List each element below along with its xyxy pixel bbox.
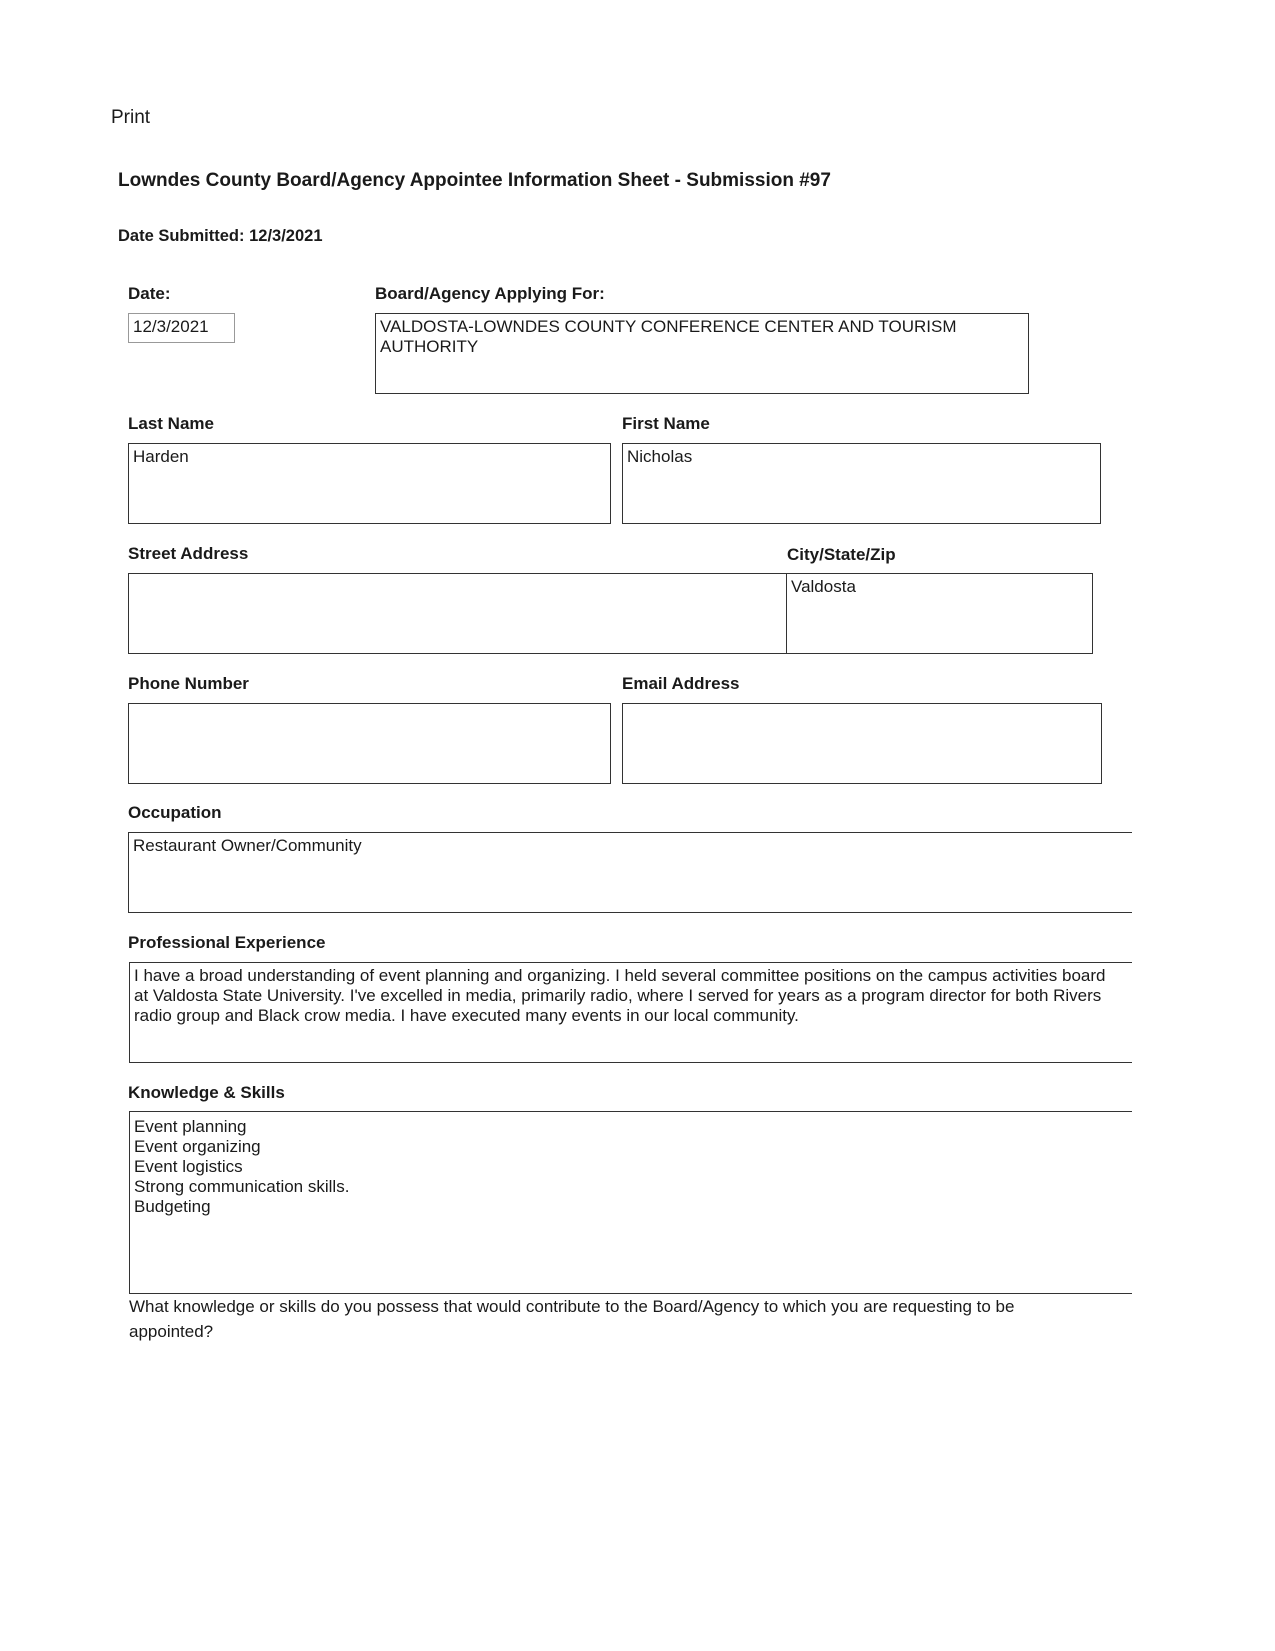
email-label: Email Address	[622, 674, 740, 693]
experience-label: Professional Experience	[128, 933, 326, 952]
skills-help-text: What knowledge or skills do you possess that would contribute to the Board/Agency to which you are requesting to be appointed?	[129, 1297, 1015, 1341]
board-field[interactable]: VALDOSTA-LOWNDES COUNTY CONFERENCE CENTER AND TOURISM AUTHORITY	[375, 313, 1029, 394]
city-label: City/State/Zip	[787, 545, 896, 564]
street-label: Street Address	[128, 544, 249, 563]
occupation-label: Occupation	[128, 803, 222, 822]
street-field[interactable]	[128, 573, 787, 654]
first-name-field[interactable]: Nicholas	[622, 443, 1101, 524]
date-field[interactable]: 12/3/2021	[128, 313, 235, 343]
date-submitted: Date Submitted: 12/3/2021	[118, 227, 323, 245]
experience-field[interactable]: I have a broad understanding of event planning and organizing. I held several committee positions on the campus activities board at Valdosta State University. I've excelled in media, primarily radio, where I served for years as a program director for both Rivers radio group and Black crow media. I have executed many events in our local community.	[129, 962, 1132, 1063]
print-link[interactable]: Print	[111, 107, 151, 128]
phone-label: Phone Number	[128, 674, 249, 693]
email-field[interactable]	[622, 703, 1102, 784]
page-title: Lowndes County Board/Agency Appointee Information Sheet - Submission #97	[118, 170, 831, 191]
phone-field[interactable]	[128, 703, 611, 784]
first-name-label: First Name	[622, 414, 710, 433]
skills-label: Knowledge & Skills	[128, 1083, 285, 1102]
date-label: Date:	[128, 284, 171, 303]
occupation-field[interactable]: Restaurant Owner/Community	[128, 832, 1132, 913]
last-name-field[interactable]: Harden	[128, 443, 611, 524]
board-label: Board/Agency Applying For:	[375, 284, 605, 303]
last-name-label: Last Name	[128, 414, 214, 433]
skills-field[interactable]: Event planning Event organizing Event logistics Strong communication skills. Budgeting	[129, 1111, 1132, 1294]
city-field[interactable]: Valdosta	[786, 573, 1093, 654]
